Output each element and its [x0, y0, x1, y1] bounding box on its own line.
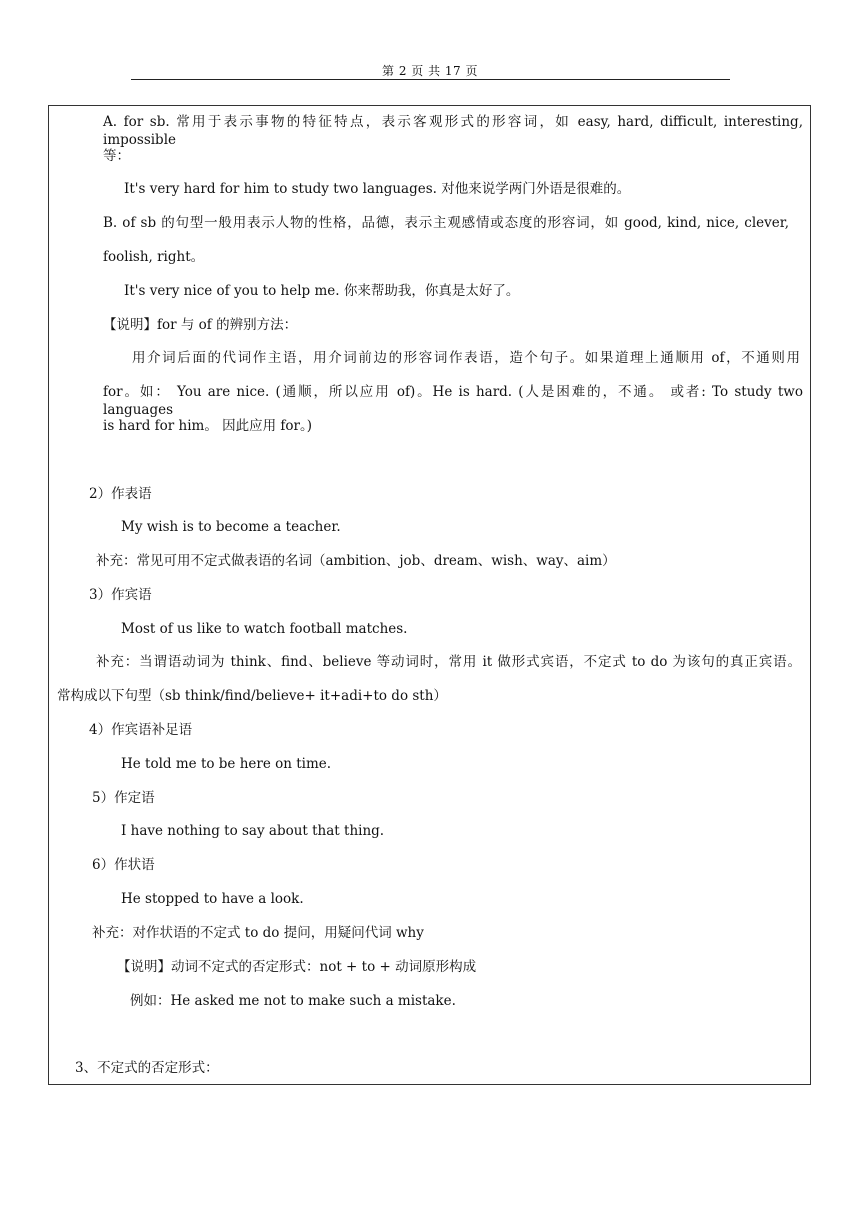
text-line: 用介词后面的代词作主语，用介词前边的形容词作表语，造个句子。如果道理上通顺用 of，不通则用: [132, 350, 800, 366]
example-sentence: He stopped to have a look.: [121, 891, 304, 907]
supplement-note: 补充：对作状语的不定式 to do 提问，用疑问代词 why: [92, 925, 424, 941]
note-heading: 【说明】for 与 of 的辨别方法：: [103, 317, 298, 333]
text-line: foolish, right。: [103, 249, 205, 265]
text-line: A. for sb. 常用于表示事物的特征特点，表示客观形式的形容词，如 easy, hard, difficult, interesting, impossible: [103, 114, 803, 148]
text-line: for。如： You are nice. (通顺，所以应用 of)。He is hard. (人是困难的，不通。 或者: To study two languages: [103, 384, 803, 418]
text-line: B. of sb 的句型一般用表示人物的性格，品德，表示主观感情或态度的形容词，如 good, kind, nice, clever,: [103, 215, 789, 231]
supplement-note: 补充：当谓语动词为 think、find、believe 等动词时，常用 it 做形式宾语，不定式 to do 为该句的真正宾语。: [96, 654, 801, 670]
note-heading: 【说明】动词不定式的否定形式：not + to + 动词原形构成: [117, 959, 477, 975]
example-sentence: It's very hard for him to study two languages. 对他来说学两门外语是很难的。: [124, 181, 631, 197]
supplement-note: 补充：常见可用不定式做表语的名词（ambition、job、dream、wish、way、aim）: [96, 553, 616, 569]
section-heading: 4）作宾语补足语: [89, 722, 193, 738]
example-sentence: He told me to be here on time.: [121, 756, 332, 772]
header-rule: [131, 79, 730, 80]
example-sentence: Most of us like to watch football matches.: [121, 621, 408, 637]
text-line: is hard for him。 因此应用 for。): [103, 418, 313, 434]
example-sentence: My wish is to become a teacher.: [121, 519, 341, 535]
section-heading: 3）作宾语: [89, 587, 152, 603]
section-heading: 6）作状语: [92, 857, 155, 873]
text-line: 常构成以下句型（sb think/find/believe+ it+adi+to do sth）: [57, 688, 447, 704]
section-heading: 5）作定语: [92, 790, 155, 806]
page-indicator: 第 2 页 共 17 页: [382, 64, 478, 78]
section-heading: 3、不定式的否定形式：: [75, 1060, 219, 1076]
text-line: 等：: [103, 148, 130, 164]
example-sentence: It's very nice of you to help me. 你来帮助我，你真是太好了。: [124, 283, 520, 299]
section-heading: 2）作表语: [89, 486, 152, 502]
example-sentence: 例如：He asked me not to make such a mistake.: [130, 993, 456, 1009]
example-sentence: I have nothing to say about that thing.: [121, 823, 385, 839]
